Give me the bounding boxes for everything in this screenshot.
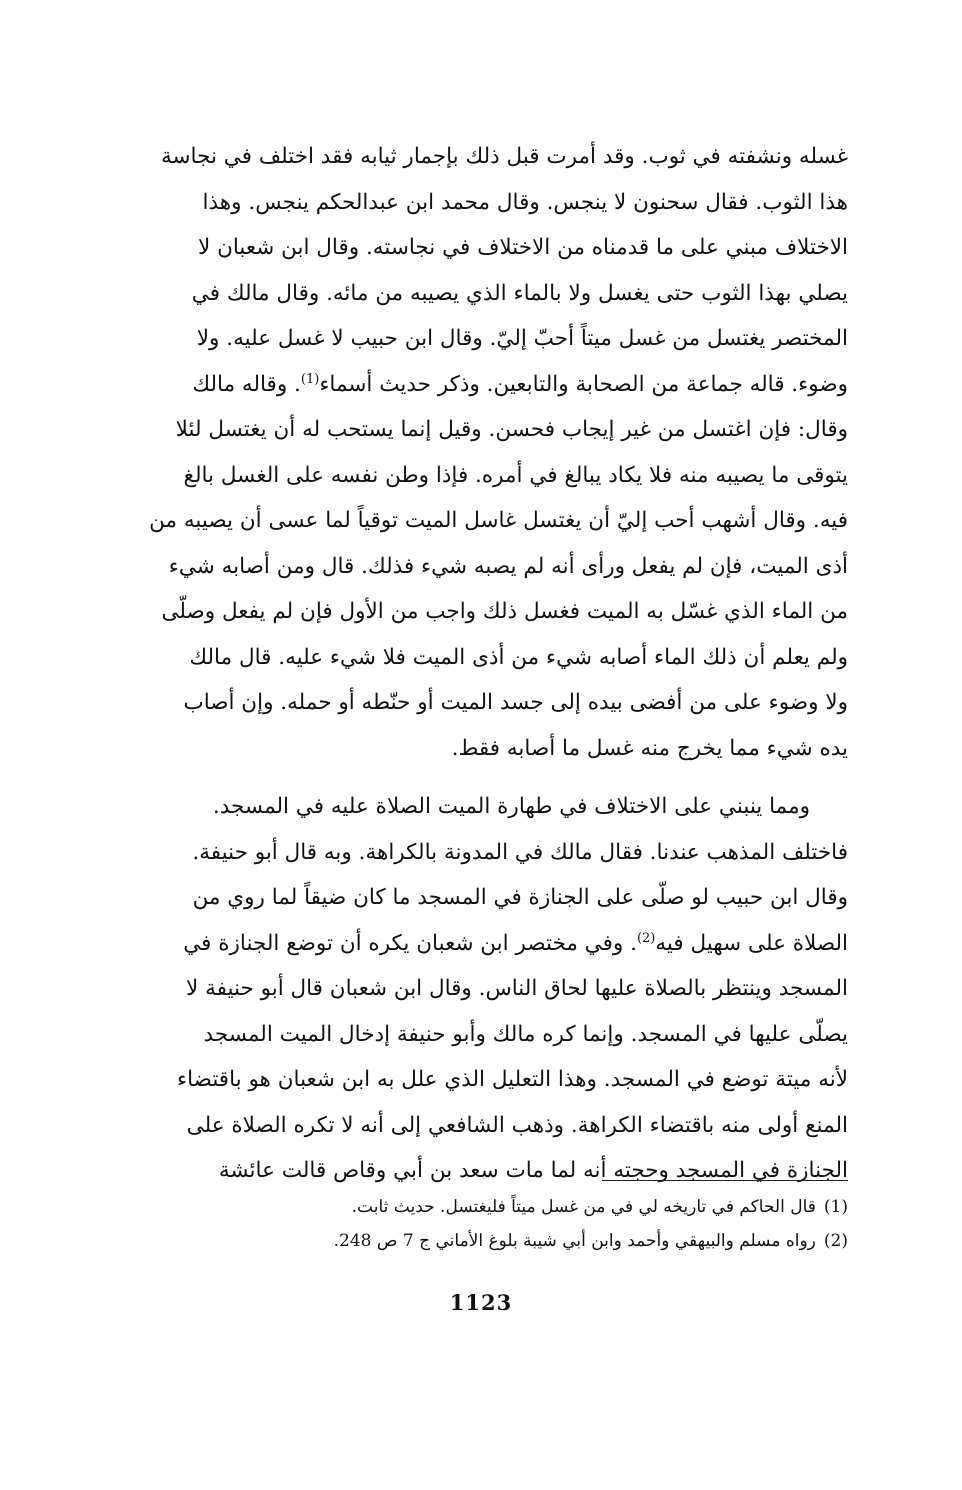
text-line: ولا وضوء على من أفضى بيده إلى جسد الميت أو حنّطه أو حمله. وإن أصاب xyxy=(183,690,848,715)
footnote-reference: (2) xyxy=(636,930,656,946)
footnotes xyxy=(128,1190,848,1258)
footnote-separator xyxy=(602,1180,848,1181)
text-line: غسله ونشفته في ثوب. وقد أمرت قبل ذلك بإجمار ثيابه فقد اختلف في نجاسة xyxy=(161,144,848,169)
footnote-1 xyxy=(128,1190,848,1224)
text-line: وقال ابن حبيب لو صلّى على الجنازة في المسجد ما كان ضيقاً لما روي من xyxy=(192,885,848,910)
text-line: أذى الميت، فإن لم يفعل ورأى أنه لم يصبه شيء فذلك. قال ومن أصابه شيء xyxy=(168,553,848,579)
text-line: يتوقى ما يصيبه منه فلا يكاد يبالغ في أمره. فإذا وطن نفسه على الغسل بالغ xyxy=(183,462,848,488)
text-line: ولم يعلم أن ذلك الماء أصابه شيء من أذى الميت فلا شيء عليه. قال مالك xyxy=(189,644,848,670)
text-segment: وضوء. قاله جماعة من الصحابة والتابعين. وذكر حديث أسماء xyxy=(319,371,848,397)
footnote-marker: (2) xyxy=(823,1231,848,1251)
text-line: ومما ينبني على الاختلاف في طهارة الميت الصلاة عليه في المسجد. xyxy=(212,794,810,819)
footnote-text: رواه مسلم والبيهقي وأحمد وابن أبي شيبة بلوغ الأماني ج 7 ص 248. xyxy=(333,1231,816,1251)
text-line: الجنازة في المسجد وحجته أنه لما مات سعد بن أبي وقاص قالت عائشة xyxy=(218,1158,848,1183)
text-line: المنع أولى منه باقتضاء الكراهة. وذهب الشافعي إلى أنه لا تكره الصلاة على xyxy=(186,1112,848,1138)
footnote-2 xyxy=(128,1224,848,1258)
text-line: فيه. وقال أشهب أحب إليّ أن يغتسل غاسل الميت توقياً لما عسى أن يصيبه من xyxy=(149,508,848,533)
text-segment: الصلاة على سهيل فيه xyxy=(655,930,848,956)
text-line: لأنه ميتة توضع في المسجد. وهذا التعليل الذي علل به ابن شعبان هو باقتضاء xyxy=(177,1067,848,1092)
text-segment: . وقاله مالك xyxy=(192,371,301,397)
paragraph-2 xyxy=(128,784,848,1194)
text-line: يصلّى عليها في المسجد. وإنما كره مالك وأبو حنيفة إدخال الميت المسجد xyxy=(203,1021,848,1047)
text-line: المختصر يغتسل من غسل ميتاً أحبّ إليّ. وقال ابن حبيب لا غسل عليه. ولا xyxy=(196,326,848,351)
text-line: الاختلاف مبني على ما قدمناه من الاختلاف في نجاسته. وقال ابن شعبان لا xyxy=(198,235,848,260)
text-line: يده شيء مما يخرج منه غسل ما أصابه فقط. xyxy=(451,735,848,761)
text-line: من الماء الذي غسّل به الميت فغسل ذلك واجب من الأول فإن لم يفعل وصلّى xyxy=(161,599,848,624)
text-line-with-footnote xyxy=(128,362,848,408)
paragraph-1 xyxy=(128,134,848,771)
page-number: 1123 xyxy=(449,1290,513,1315)
footnote-marker: (1) xyxy=(823,1197,848,1217)
text-line-with-footnote xyxy=(128,921,848,967)
text-line: المسجد وينتظر بالصلاة عليها لحاق الناس. وقال ابن شعبان قال أبو حنيفة لا xyxy=(186,976,848,1001)
text-line: وقال: فإن اغتسل من غير إيجاب فحسن. وقيل إنما يستحب له أن يغتسل لئلا xyxy=(175,417,848,442)
text-line: هذا الثوب. فقال سحنون لا ينجس. وقال محمد ابن عبدالحكم ينجس. وهذا xyxy=(202,189,848,215)
footnote-reference: (1) xyxy=(300,371,320,387)
text-segment: . وفي مختصر ابن شعبان يكره أن توضع الجنازة في xyxy=(183,930,637,956)
text-line: فاختلف المذهب عندنا. فقال مالك في المدونة بالكراهة. وبه قال أبو حنيفة. xyxy=(192,839,848,865)
footnote-text: قال الحاكم في تاريخه لي في من غسل ميتاً فليغتسل. حديث ثابت. xyxy=(351,1197,816,1217)
text-line: يصلي بهذا الثوب حتى يغسل ولا بالماء الذي يصيبه من مائه. وقال مالك في xyxy=(191,280,848,306)
